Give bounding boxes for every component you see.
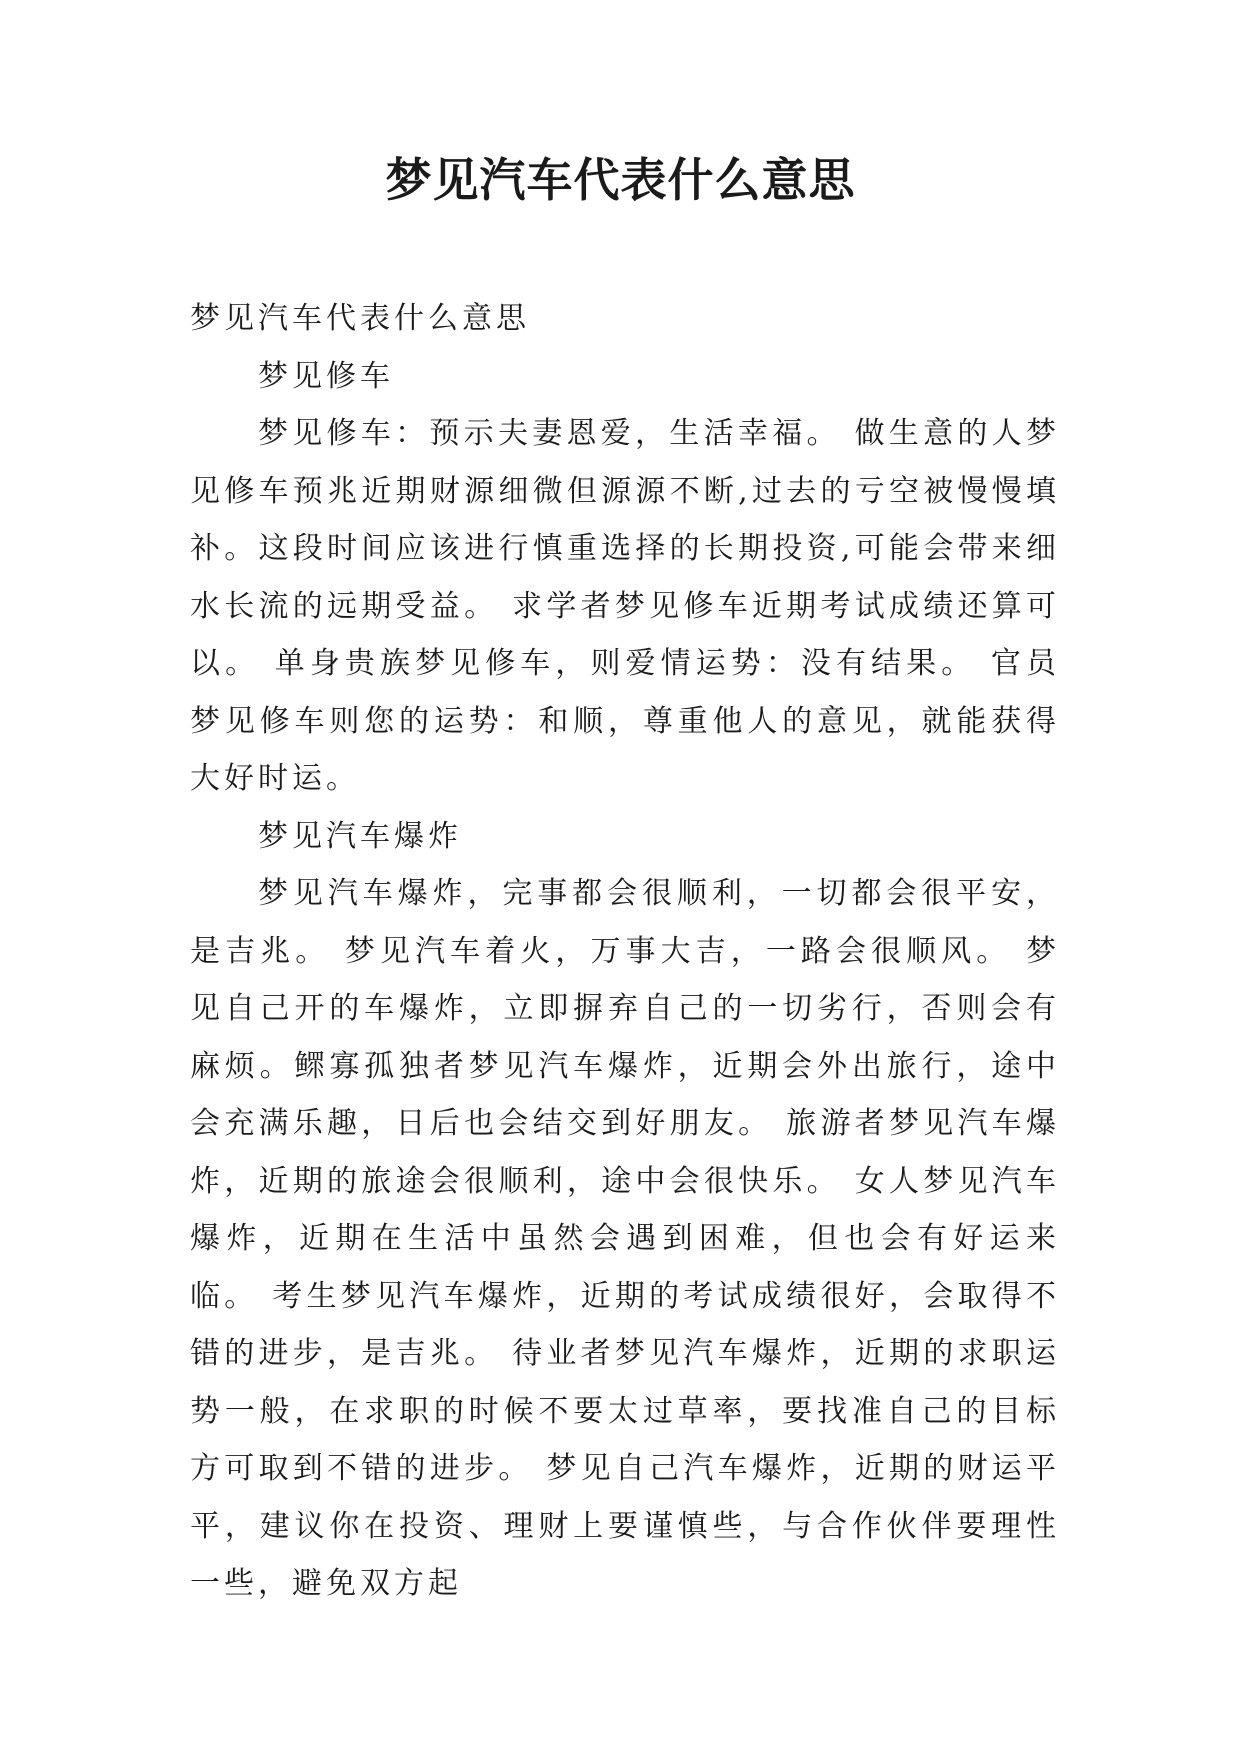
paragraph-explosion: 梦见汽车爆炸，完事都会很顺利，一切都会很平安，是吉兆。 梦见汽车着火，万事大吉，一路会很顺风。 梦见自己开的车爆炸，立即摒弃自己的一切劣行，否则会有麻烦。鳏寡孤独者梦见汽车爆炸，近期会外出旅行，途中会充满乐趣，日后也会结交到好朋友。 旅游者梦见汽车爆炸，近期的旅途会很顺利，途中会很快乐。 女人梦见汽车爆炸，近期在生活中虽然会遇到困难，但也会有好运来临。 考生梦见汽车爆炸，近期的考试成绩很好，会取得不错的进步，是吉兆。 待业者梦见汽车爆炸，近期的求职运势一般，在求职的时候不要太过草率，要找准自己的目标方可取到不错的进步。 梦见自己汽车爆炸，近期的财运平平，建议你在投资、理财上要谨慎些，与合作伙伴要理性一些，避免双方起 [190, 876, 1060, 1601]
document-title: 梦见汽车代表什么意思 [385, 153, 856, 207]
section-heading-repair: 梦见修车 [258, 358, 394, 394]
document-body [190, 290, 1060, 1613]
section-heading-explosion: 梦见汽车爆炸 [258, 818, 462, 854]
paragraph-heading: 梦见汽车代表什么意思 [190, 301, 530, 336]
paragraph-repair: 梦见修车：预示夫妻恩爱，生活幸福。 做生意的人梦见修车预兆近期财源细微但源源不断,过去的亏空被慢慢填补。这段时间应该进行慎重选择的长期投资,可能会带来细水长流的远期受益。 求学者梦见修车近期考试成绩还算可以。 单身贵族梦见修车，则爱情运势：没有结果。 官员梦见修车则您的运势：和顺，尊重他人的意见，就能获得大好时运。 [190, 416, 1060, 796]
